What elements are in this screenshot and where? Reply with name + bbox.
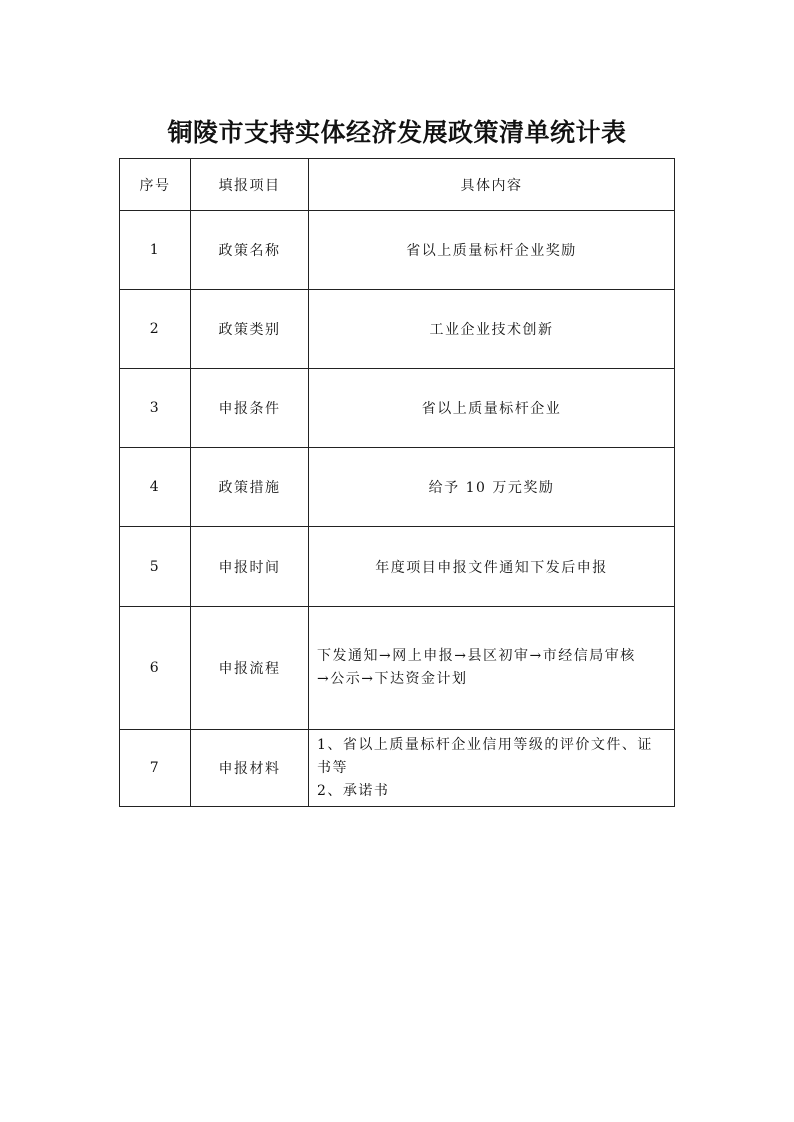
table-row xyxy=(120,607,675,730)
row-content xyxy=(309,730,675,807)
content-line: 1、省以上质量标杆企业信用等级的评价文件、证 xyxy=(317,736,653,753)
content-line: 下发通知→网上申报→县区初审→市经信局审核 xyxy=(317,648,636,664)
table-row xyxy=(120,290,675,369)
content-line: →公示→下达资金计划 xyxy=(317,671,468,687)
row-content: 年度项目申报文件通知下发后申报 xyxy=(309,527,675,607)
row-seq: 6 xyxy=(120,607,191,730)
content-line: 书等 xyxy=(317,759,348,776)
table-row xyxy=(120,369,675,448)
table-header-row xyxy=(120,159,675,211)
row-item: 申报时间 xyxy=(191,527,309,607)
row-content: 工业企业技术创新 xyxy=(309,290,675,369)
table-row xyxy=(120,211,675,290)
row-seq: 7 xyxy=(120,730,191,807)
table-row xyxy=(120,527,675,607)
page-title: 铜陵市支持实体经济发展政策清单统计表 xyxy=(167,118,627,147)
row-item: 政策措施 xyxy=(191,448,309,527)
policy-table xyxy=(119,158,675,807)
row-item: 申报流程 xyxy=(191,607,309,730)
table-row xyxy=(120,730,675,807)
header-content: 具体内容 xyxy=(309,159,675,211)
row-item: 政策名称 xyxy=(191,211,309,290)
content-line: 2、承诺书 xyxy=(317,782,390,799)
row-content: 省以上质量标杆企业奖励 xyxy=(309,211,675,290)
table-row xyxy=(120,448,675,527)
row-seq: 2 xyxy=(120,290,191,369)
row-item: 申报材料 xyxy=(191,730,309,807)
row-seq: 5 xyxy=(120,527,191,607)
row-seq: 1 xyxy=(120,211,191,290)
row-content xyxy=(309,607,675,730)
header-item: 填报项目 xyxy=(191,159,309,211)
header-seq: 序号 xyxy=(120,159,191,211)
row-content: 给予 10 万元奖励 xyxy=(309,448,675,527)
row-item: 申报条件 xyxy=(191,369,309,448)
row-content: 省以上质量标杆企业 xyxy=(309,369,675,448)
row-seq: 4 xyxy=(120,448,191,527)
row-item: 政策类别 xyxy=(191,290,309,369)
row-seq: 3 xyxy=(120,369,191,448)
